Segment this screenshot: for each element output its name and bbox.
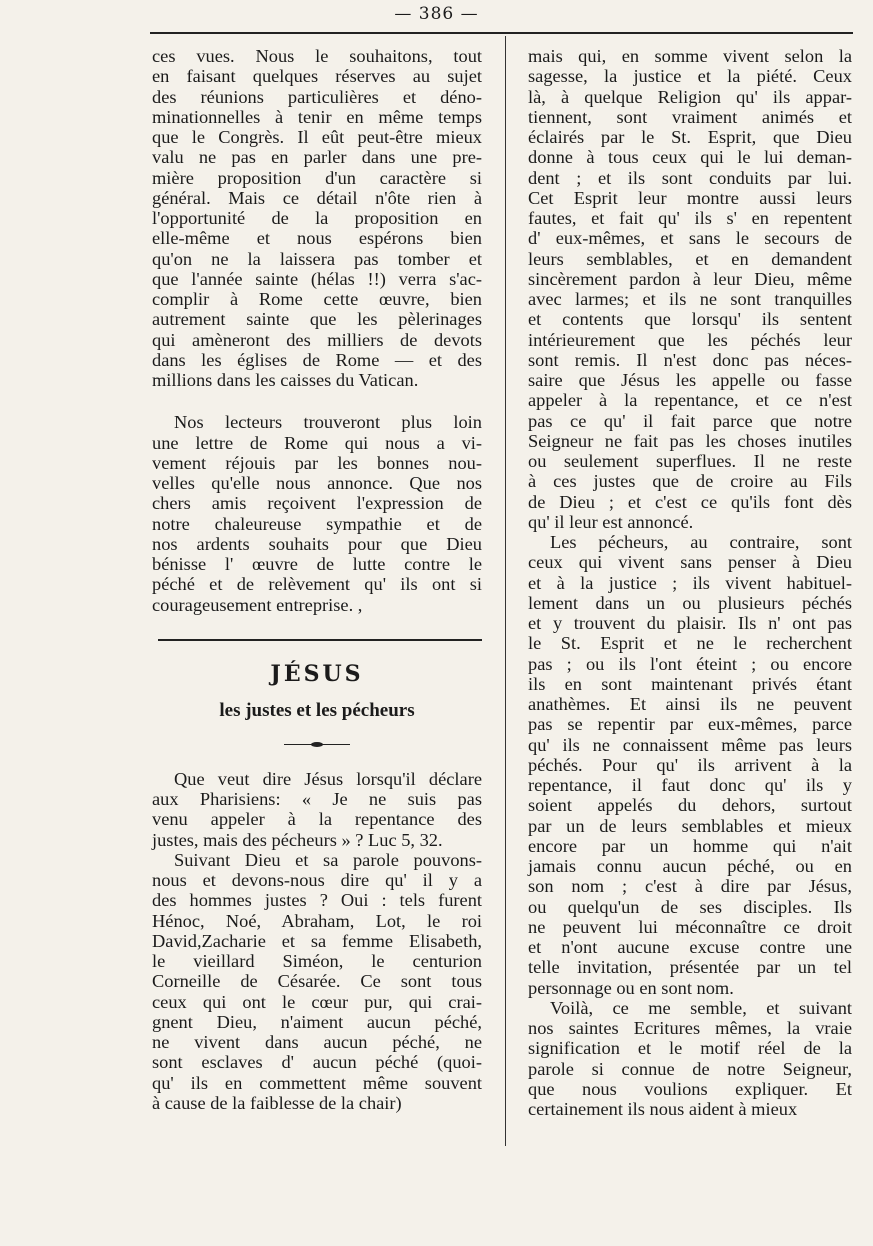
- text-line: certainement ils nous aident à mieux: [528, 1099, 798, 1119]
- text-line: des hommes justes ? Oui : tels furent: [152, 890, 482, 911]
- text-line: appeler à la repentance, et ce n'est: [528, 390, 852, 411]
- text-line: péchés. Pour qu' ils arrivent à la: [528, 754, 852, 775]
- text-line: ces vues. Nous le souhaitons, tout: [152, 46, 482, 66]
- text-line: personnage ou en sont nom.: [528, 977, 734, 998]
- text-line: que l'année sainte (hélas !!) verra s'ac-: [152, 268, 482, 289]
- text-line: ceux qui vivent sans penser à Dieu: [528, 552, 852, 573]
- text-line: leurs semblables, et en demandent: [528, 248, 852, 269]
- right-column: [528, 46, 852, 1119]
- text-line: vement réjouis par les bonnes nou-: [152, 452, 482, 473]
- text-line: dent ; et ils sont conduits par lui.: [528, 167, 852, 188]
- text-line: Seigneur ne fait pas les choses inutiles: [528, 430, 852, 451]
- text-line: avec larmes; et ils ne sont tranquilles: [528, 289, 852, 309]
- text-line: gnent Dieu, n'aiment aucun péché,: [152, 1011, 482, 1032]
- column-divider: [505, 36, 506, 1146]
- text-line: pas ; ou ils l'ont éteint ; ou encore: [528, 653, 852, 674]
- text-line: Cet Esprit leur montre aussi leurs: [528, 187, 852, 208]
- text-line: complir à Rome cette œuvre, bien: [152, 289, 482, 309]
- text-line: que nous voulions expliquer. Et: [528, 1078, 852, 1099]
- text-line: d' eux-mêmes, et sans le secours de: [528, 228, 852, 249]
- text-line: intérieurement que les péchés leur: [528, 329, 852, 350]
- text-line: ne vivent dans aucun péché, ne: [152, 1032, 482, 1052]
- text-line: ou seulement superflues. Il ne reste: [528, 451, 852, 471]
- text-line: nos saintes Ecritures mêmes, la vraie: [528, 1018, 852, 1038]
- text-line: éclairés par le St. Esprit, que Dieu: [528, 127, 852, 147]
- text-line: aux Pharisiens: « Je ne suis pas: [152, 789, 482, 809]
- text-line: venu appeler à la repentance des: [152, 809, 482, 830]
- article-paragraph-2: [152, 850, 482, 1113]
- text-line: millions dans les caisses du Vatican.: [152, 370, 419, 390]
- text-line: de Dieu ; et c'est ce qu'ils font dès: [528, 491, 852, 512]
- text-line: soient appelés du dehors, surtout: [528, 795, 852, 816]
- text-line: sont remis. Il n'est donc pas néces-: [528, 349, 852, 370]
- text-line: notre chaleureuse sympathie et de: [152, 513, 482, 534]
- right-paragraph-2: [528, 532, 852, 998]
- page-number: — 386 —: [394, 4, 479, 24]
- text-line: fautes, et fait qu' ils s' en repentent: [528, 208, 852, 228]
- text-line: nos ardents souhaits pour que Dieu: [152, 533, 482, 554]
- article-subtitle: les justes et les pécheurs: [219, 699, 415, 721]
- text-line: telle invitation, présentée par un tel: [528, 957, 852, 978]
- text-line: chers amis reçoivent l'expression de: [152, 493, 482, 514]
- text-line: dans les églises de Rome — et des: [152, 349, 482, 370]
- text-line: ceux qui ont le cœur pur, qui crai-: [152, 991, 482, 1012]
- text-line: qu'on ne la laissera pas tomber et: [152, 248, 482, 269]
- text-line: des réunions particulières et déno-: [152, 86, 482, 107]
- text-line: par un de leurs semblables et mieux: [528, 815, 852, 836]
- text-line: mière proposition d'un caractère si: [152, 167, 482, 188]
- text-line: lement dans un ou plusieurs péchés: [528, 592, 852, 613]
- text-line: autrement sainte que les pèlerinages: [152, 309, 482, 330]
- text-line: son nom ; c'est à dire par Jésus,: [528, 876, 852, 897]
- text-line: Nos lecteurs trouveront plus loin: [174, 412, 482, 433]
- text-line: donne à tous ceux qui le lui deman-: [528, 147, 852, 168]
- text-line: bénisse l' œuvre de lutte contre le: [152, 554, 482, 574]
- text-line: Hénoc, Noé, Abraham, Lot, le roi: [152, 910, 482, 931]
- article-title: JÉSUS: [270, 660, 364, 687]
- header-rule: [150, 32, 853, 34]
- text-line: mais qui, en somme vivent selon la: [528, 46, 852, 66]
- text-line: jamais connu aucun péché, ou en: [528, 856, 852, 876]
- text-line: qui amèneront des milliers de devots: [152, 329, 482, 350]
- text-line: sincèrement pardon à leur Dieu, même: [528, 268, 852, 289]
- ornament-rule: [284, 741, 350, 749]
- text-line: et contents que lorsqu' ils sentent: [528, 309, 852, 330]
- text-line: repentance, il faut donc qu' ils y: [528, 775, 852, 795]
- article-paragraph-1: [152, 769, 482, 850]
- text-line: qu' il leur est annoncé.: [528, 511, 694, 532]
- text-line: velles qu'elle nous annonce. Que nos: [152, 473, 482, 493]
- text-line: le vieillard Siméon, le centurion: [152, 951, 482, 971]
- text-line: sagesse, la justice et la piété. Ceux: [528, 66, 852, 87]
- text-line: ou quelqu'un de ses disciples. Ils: [528, 896, 852, 917]
- second-paragraph: [152, 412, 482, 615]
- text-line: en faisant quelques réserves au sujet: [152, 66, 482, 87]
- intro-paragraph: [152, 46, 482, 390]
- text-line: Que veut dire Jésus lorsqu'il déclare: [174, 768, 482, 789]
- text-line: à cause de la faiblesse de la chair): [152, 1092, 402, 1113]
- text-line: Corneille de Césarée. Ce sont tous: [152, 971, 482, 992]
- text-line: Les pécheurs, au contraire, sont: [550, 532, 852, 552]
- text-line: qu' ils ne connaissent même pas leurs: [528, 734, 852, 755]
- text-line: pas se repentir par eux-mêmes, parce: [528, 714, 852, 735]
- text-line: sont esclaves d' aucun péché (quoi-: [152, 1052, 482, 1073]
- text-line: saire que Jésus les appelle ou fasse: [528, 370, 852, 390]
- text-line: pas ce qu' il fait parce que notre: [528, 410, 852, 431]
- text-line: et y trouvent du plaisir. Ils n' ont pas: [528, 613, 852, 633]
- text-line: que le Congrès. Il eût peut-être mieux: [152, 127, 482, 147]
- text-line: Voilà, ce me semble, et suivant: [550, 997, 852, 1018]
- text-line: le St. Esprit et ne le recherchent: [528, 633, 852, 654]
- text-line: tiennent, sont vraiment animés et: [528, 106, 852, 127]
- text-line: l'opportunité de la proposition en: [152, 208, 482, 228]
- text-line: et à la justice ; ils vivent habituel-: [528, 572, 852, 593]
- text-line: courageusement entreprise. ,: [152, 594, 363, 615]
- right-paragraph-1: [528, 46, 852, 532]
- text-line: ils en sont maintenant privés étant: [528, 673, 852, 694]
- text-line: David,Zacharie et sa femme Elisabeth,: [152, 930, 482, 951]
- text-line: elle-même et nous espérons bien: [152, 228, 482, 249]
- text-line: et n'ont aucune excuse contre une: [528, 937, 852, 957]
- text-line: encore par un homme qui n'ait: [528, 835, 852, 856]
- text-line: péché et de relèvement qu' ils ont si: [152, 574, 482, 595]
- left-column: [152, 46, 482, 1113]
- text-line: une lettre de Rome qui nous a vi-: [152, 432, 482, 453]
- right-paragraph-3: [528, 998, 852, 1120]
- text-line: à ces justes que de croire au Fils: [528, 471, 852, 492]
- text-line: général. Mais ce détail n'ôte rien à: [152, 187, 482, 208]
- text-line: valu ne pas en parler dans une pre-: [152, 147, 482, 168]
- text-line: nous et devons-nous dire qu' il y a: [152, 870, 482, 890]
- text-line: minationnelles à tenir en même temps: [152, 106, 482, 127]
- text-line: Suivant Dieu et sa parole pouvons-: [174, 849, 482, 870]
- text-line: anathèmes. Et ainsi ils ne peuvent: [528, 694, 852, 714]
- text-line: justes, mais des pécheurs » ? Luc 5, 32.: [152, 829, 443, 850]
- section-rule: [158, 639, 482, 641]
- text-line: qu' ils en commettent même souvent: [152, 1072, 482, 1093]
- text-line: signification et le motif réel de la: [528, 1038, 852, 1059]
- text-line: parole si connue de notre Seigneur,: [528, 1058, 852, 1079]
- text-line: ne peuvent lui méconnaître ce droit: [528, 916, 852, 937]
- text-line: là, à quelque Religion qu' ils appar-: [528, 86, 852, 107]
